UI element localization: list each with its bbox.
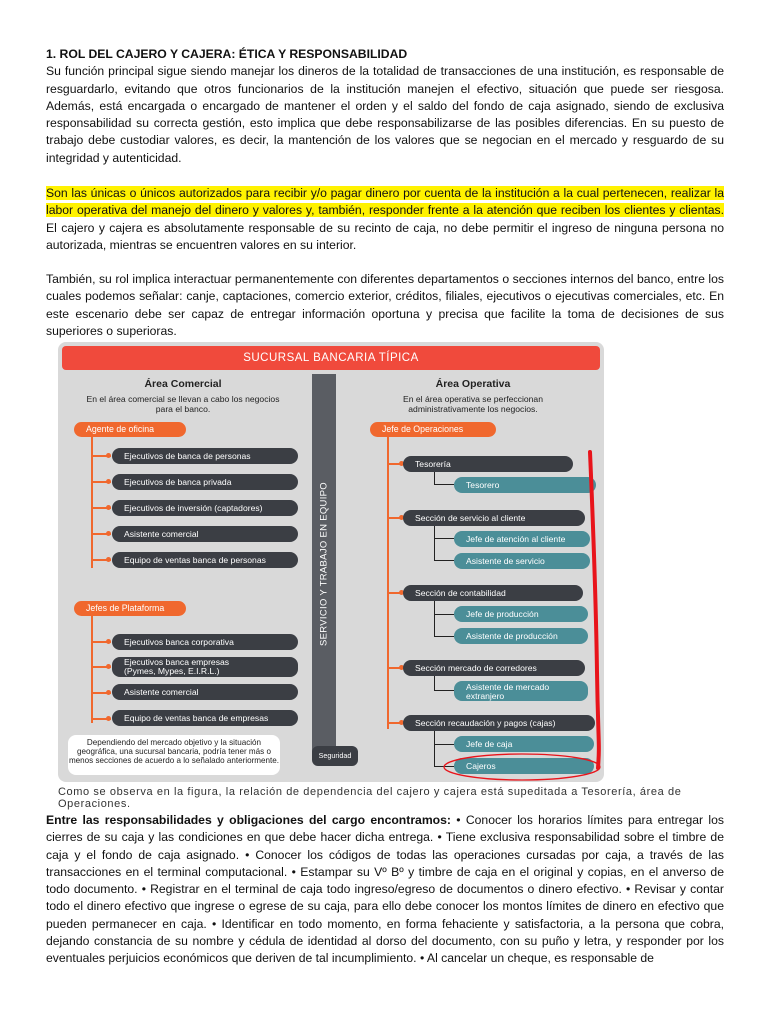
operations-section: Tesorería [403,456,573,472]
operations-section: Sección de contabilidad [403,585,583,601]
figure-caption: Como se observa en la figura, la relación de dependencia del cajero y cajera está supeditada a Tesorería, área de Operaciones. [58,786,682,810]
operational-area-title: Área Operativa [435,378,511,390]
platform-item-line: (Pymes, Mypes, E.I.R.L.) [124,666,220,676]
commercial-area-title: Área Comercial [144,378,222,390]
agent-item: Asistente comercial [112,526,298,542]
operational-area-desc: En el área operativa se perfeccionan administrativamente los negocios. [403,394,543,414]
seguridad-box: Seguridad [312,746,358,766]
paragraph-2 [46,185,724,254]
section-heading: 1. ROL DEL CAJERO Y CAJERA: ÉTICA Y RESPONSABILIDAD [46,47,408,61]
agent-item: Ejecutivos de banca de personas [112,448,298,464]
agent-header: Agente de oficina [74,422,186,437]
operations-sub-item: Cajeros [454,758,594,774]
operations-sub-item: Jefe de producción [454,606,588,622]
org-chart-figure [58,342,604,782]
red-vertical-mark [590,452,599,768]
operations-sub-item: Tesorero [454,477,596,493]
operations-section: Sección recaudación y pagos (cajas) [403,715,595,731]
paragraph-4 [46,812,724,968]
agent-item: Ejecutivos de banca privada [112,474,298,490]
diagram-title: SUCURSAL BANCARIA TÍPICA [62,346,600,370]
operations-section: Sección de servicio al cliente [403,510,585,526]
paragraph-3: También, su rol implica interactuar permanentemente con diferentes departamentos o secciones internos del banco, entre los cuales podemos señalar: canje, captaciones, comercio exterior, créditos, filiales, ejecutivos o ejecutivas comerciales, etc. En este escenario debe ser capaz de entregar información oportuna y precisa que facilite la toma de decisiones de sus superiores o superioras. [46,272,724,338]
section-block-1 [46,46,724,167]
operations-header: Jefe de Operaciones [370,422,496,437]
operations-sub-line: Asistente de mercado [466,682,550,692]
agent-item: Equipo de ventas banca de personas [112,552,298,568]
operations-sub-item: Jefe de caja [454,736,594,752]
operations-sub-item: Asistente de producción [454,628,588,644]
platform-item: Ejecutivos banca corporativa [112,634,298,650]
platform-header: Jefes de Plataforma [74,601,186,616]
paragraph-4-bold: Entre las responsabilidades y obligaciones del cargo encontramos: [46,813,451,827]
platform-item: Asistente comercial [112,684,298,700]
note-box: Dependiendo del mercado objetivo y la situación geográfica, una sucursal bancaria, podría tener más o menos secciones de acuerdo a lo señalado anteriormente. [68,735,280,775]
commercial-area-desc: En el área comercial se llevan a cabo los negocios para el banco. [86,394,280,414]
agent-item: Ejecutivos de inversión (captadores) [112,500,298,516]
paragraph-2-rest: El cajero y cajera es absolutamente responsable de su recinto de caja, no debe permitir el ingreso de ninguna persona no autorizada, mientras se encuentren valores en su interior. [46,220,724,252]
operations-sub-item: Jefe de atención al cliente [454,531,590,547]
platform-item-line: Ejecutivos banca empresas [124,657,230,667]
operations-sub-line: extranjero [466,690,505,701]
paragraph-4-text: • Conocer los horarios límites para entregar los cierres de su caja y las condiciones en que debe hacer dicha entrega. • Tiene exclusiva responsabilidad sobre el timbre de caja y el fondo de caja asignado. • Conocer los códigos de todas las operaciones cursadas por caja, a través de las transacciones en el terminal computacional. • Estampar su Vº Bº y timbre de caja en el original y copias, en el anverso de todo documento. • Registrar en el terminal de caja todo ingreso/egreso de documentos o dinero efectivo. • Revisar y contar todo el dinero efectivo que ingrese o egrese de su caja, para ello debe conocer los montos límites de dinero en efectivo que pueden permanecer en caja. • Identificar en todo momento, en forma fehaciente y satisfactoria, a la persona que cobra, dejando constancia de su nombre y cédula de identidad al dorso del documento, con su puño y letra, y responder por los eventuales perjuicios económicos que deriven de tal incumplimiento. • Al cancelar un cheque, es responsable de [46,813,724,966]
red-annotation-marks [58,342,604,782]
highlighted-text: Son las únicas o únicos autorizados para recibir y/o pagar dinero por cuenta de la institución a la cual pertenecen, realizar la labor operativa del manejo del dinero y valores y, también, responder frente a la atención que reciben los clientes y clientas. [46,186,724,218]
red-circle-cajeros [444,754,600,780]
paragraph-1: Su función principal sigue siendo manejar los dineros de la totalidad de transacciones de una institución, es responsable de resguardarlo, evitando que otros funcionarios de la institución manejen el efectivo, situación que puede ser riesgosa. Además, está encargada o encargado de mantener el orden y el saldo del fondo de caja asignado, siendo de exclusiva responsabilidad su correcta gestión, esto implica que debe responsabilizarse de las posibles diferencias. En su puesto de trabajo debe custodiar valores, es decir, la mantención de los valores que se negocian en el mercado y resguardo de su integridad y autenticidad. [46,64,724,165]
operations-sub-item: Asistente de servicio [454,553,590,569]
operations-section: Sección mercado de corredores [403,660,585,676]
center-label: SERVICIO Y TRABAJO EN EQUIPO [318,482,330,646]
platform-item: Equipo de ventas banca de empresas [112,710,298,726]
